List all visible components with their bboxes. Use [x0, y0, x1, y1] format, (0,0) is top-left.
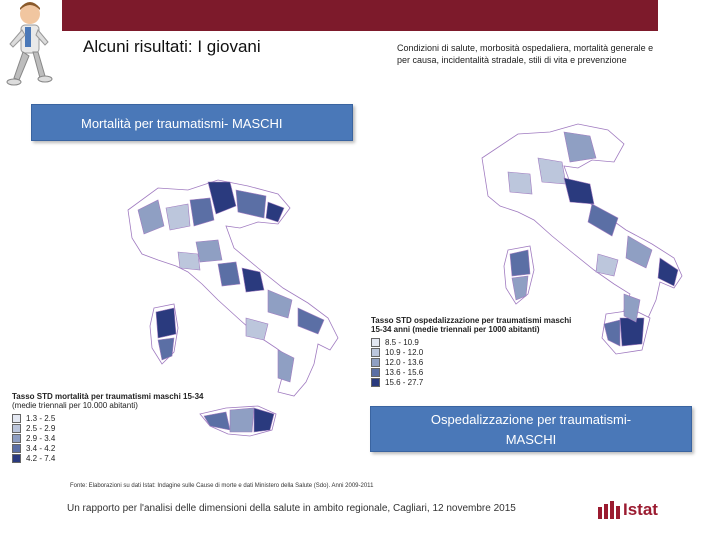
- mortality-legend-title: Tasso STD mortalità per traumatismi maschi 15-34: [12, 392, 204, 401]
- mortality-legend-swatch: [12, 424, 21, 433]
- mortality-legend-label: 2.5 - 2.9: [26, 423, 56, 433]
- hospitalization-legend-label: 8.5 - 10.9: [385, 337, 419, 347]
- mortality-legend-item: [12, 443, 222, 453]
- slide-subtitle: Condizioni di salute, morbosità ospedaliera, mortalità generale e per causa, incidentalità stradale, stili di vita e prevenzione: [397, 43, 654, 65]
- mortality-legend-swatch: [12, 414, 21, 423]
- mortality-legend-subtitle: (medie triennali per 10.000 abitanti): [12, 401, 138, 410]
- hospitalization-legend-label: 12.0 - 13.6: [385, 357, 424, 367]
- hospitalization-legend-item: [371, 337, 581, 347]
- mortality-legend-label: 1.3 - 2.5: [26, 413, 56, 423]
- mortality-legend-label: 4.2 - 7.4: [26, 453, 56, 463]
- hospitalization-legend-swatch: [371, 348, 380, 357]
- hospitalization-legend-swatch: [371, 368, 380, 377]
- mortality-legend-item: [12, 413, 222, 423]
- hospitalization-legend-swatch: [371, 378, 380, 387]
- mortality-legend-swatch: [12, 444, 21, 453]
- hospitalization-legend-item: [371, 377, 581, 387]
- istat-logo: [598, 500, 658, 520]
- mortality-legend-item: [12, 423, 222, 433]
- source-note: Fonte: Elaborazioni su dati Istat: Indagine sulle Cause di morte e dati Ministero della Salute (Sdo). Anni 2009-2011: [70, 483, 374, 489]
- hospitalization-legend-item: [371, 367, 581, 377]
- slide-title: Alcuni risultati: I giovani: [83, 37, 261, 56]
- mortality-legend-item: [12, 433, 222, 443]
- mortality-legend-item: [12, 453, 222, 463]
- mortality-legend: [12, 392, 222, 463]
- footer-text: Un rapporto per l'analisi delle dimensioni della salute in ambito regionale, Cagliari, 12 novembre 2015: [67, 503, 516, 514]
- hospitalization-legend-swatch: [371, 338, 380, 347]
- mortality-label-text: Mortalità per traumatismi- MASCHI: [81, 116, 283, 131]
- hospitalization-legend-title: Tasso STD ospedalizzazione per traumatismi maschi 15-34 anni (medie triennali per 1000 abitanti): [371, 316, 572, 334]
- walking-person-illustration: [0, 0, 62, 100]
- mortality-legend-label: 2.9 - 3.4: [26, 433, 56, 443]
- istat-logo-text: Istat: [623, 500, 658, 519]
- hospitalization-section-label: [370, 406, 692, 452]
- top-banner: [62, 0, 658, 31]
- mortality-legend-label: 3.4 - 4.2: [26, 443, 56, 453]
- hospitalization-legend-item: [371, 357, 581, 367]
- hospitalization-legend-item: [371, 347, 581, 357]
- hospitalization-label-text: Ospedalizzazione per traumatismi-MASCHI: [430, 412, 632, 447]
- hospitalization-legend-label: 13.6 - 15.6: [385, 367, 424, 377]
- istat-logo-mark-icon: [598, 501, 620, 519]
- mortality-legend-swatch: [12, 434, 21, 443]
- mortality-section-label: [31, 104, 353, 141]
- hospitalization-legend-label: 15.6 - 27.7: [385, 377, 424, 387]
- hospitalization-legend-swatch: [371, 358, 380, 367]
- hospitalization-legend-label: 10.9 - 12.0: [385, 347, 424, 357]
- hospitalization-legend: [371, 316, 581, 387]
- mortality-legend-swatch: [12, 454, 21, 463]
